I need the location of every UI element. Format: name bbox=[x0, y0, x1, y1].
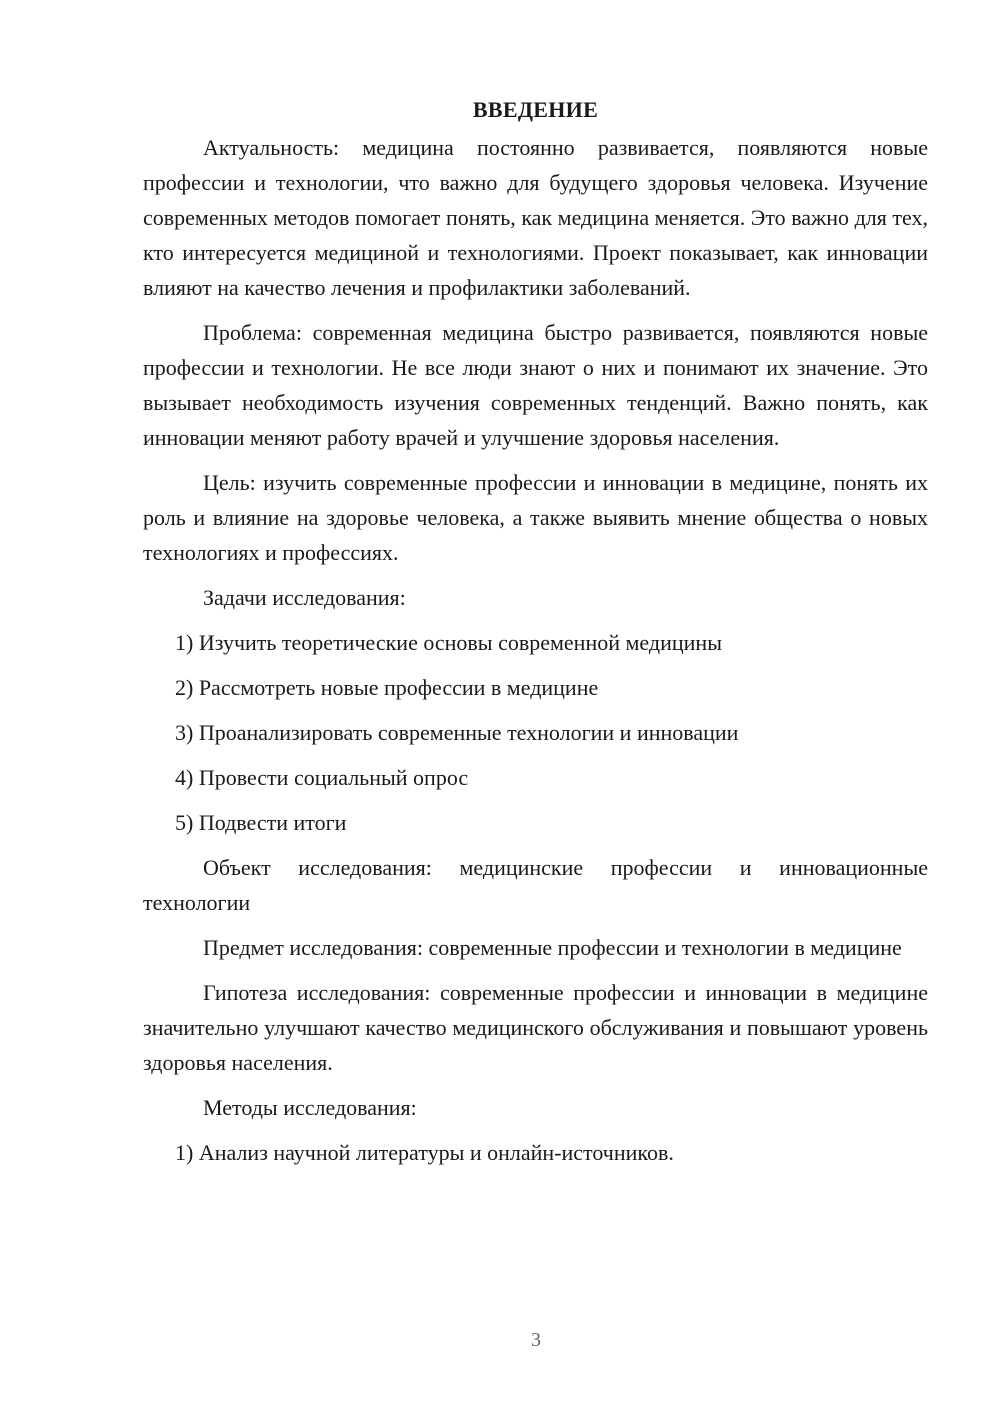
list-item: 1) Изучить теоретические основы современной медицины bbox=[175, 630, 722, 655]
problem-paragraph: Проблема: современная медицина быстро развивается, появляются новые профессии и технологии. Не все люди знают о них и понимают их значение. Это вызывает необходимость изучения современных тенденций. Важно понять, как инновации меняют работу врачей и улучшение здоровья населения. bbox=[143, 320, 928, 450]
relevance-paragraph: Актуальность: медицина постоянно развивается, появляются новые профессии и технологии, что важно для будущего здоровья человека. Изучение современных методов помогает понять, как медицина меняется. Это важно для тех, кто интересуется медициной и технологиями. Проект показывает, как инновации влияют на качество лечения и профилактики заболеваний. bbox=[143, 135, 928, 300]
page-number: 3 bbox=[531, 1329, 541, 1351]
list-item: 5) Подвести итоги bbox=[175, 810, 347, 835]
list-item: 3) Проанализировать современные технологии и инновации bbox=[175, 720, 739, 745]
page-content bbox=[143, 94, 928, 1180]
subject-paragraph: Предмет исследования: современные профессии и технологии в медицине bbox=[203, 935, 902, 960]
goal-paragraph: Цель: изучить современные профессии и инновации в медицине, понять их роль и влияние на здоровье человека, а также выявить мнение общества о новых технологиях и профессиях. bbox=[143, 470, 928, 565]
methods-list bbox=[143, 1135, 928, 1170]
tasks-heading: Задачи исследования: bbox=[203, 585, 406, 610]
page-title: ВВЕДЕНИЕ bbox=[472, 97, 599, 122]
list-item: 1) Анализ научной литературы и онлайн-источников. bbox=[175, 1140, 674, 1165]
list-item: 2) Рассмотреть новые профессии в медицине bbox=[175, 675, 599, 700]
methods-heading: Методы исследования: bbox=[203, 1095, 417, 1120]
list-item: 4) Провести социальный опрос bbox=[175, 765, 469, 790]
object-paragraph: Объект исследования: медицинские профессии и инновационные технологии bbox=[143, 855, 928, 915]
hypothesis-paragraph: Гипотеза исследования: современные профессии и инновации в медицине значительно улучшают качество медицинского обслуживания и повышают уровень здоровья населения. bbox=[143, 980, 928, 1075]
tasks-list bbox=[143, 625, 928, 840]
